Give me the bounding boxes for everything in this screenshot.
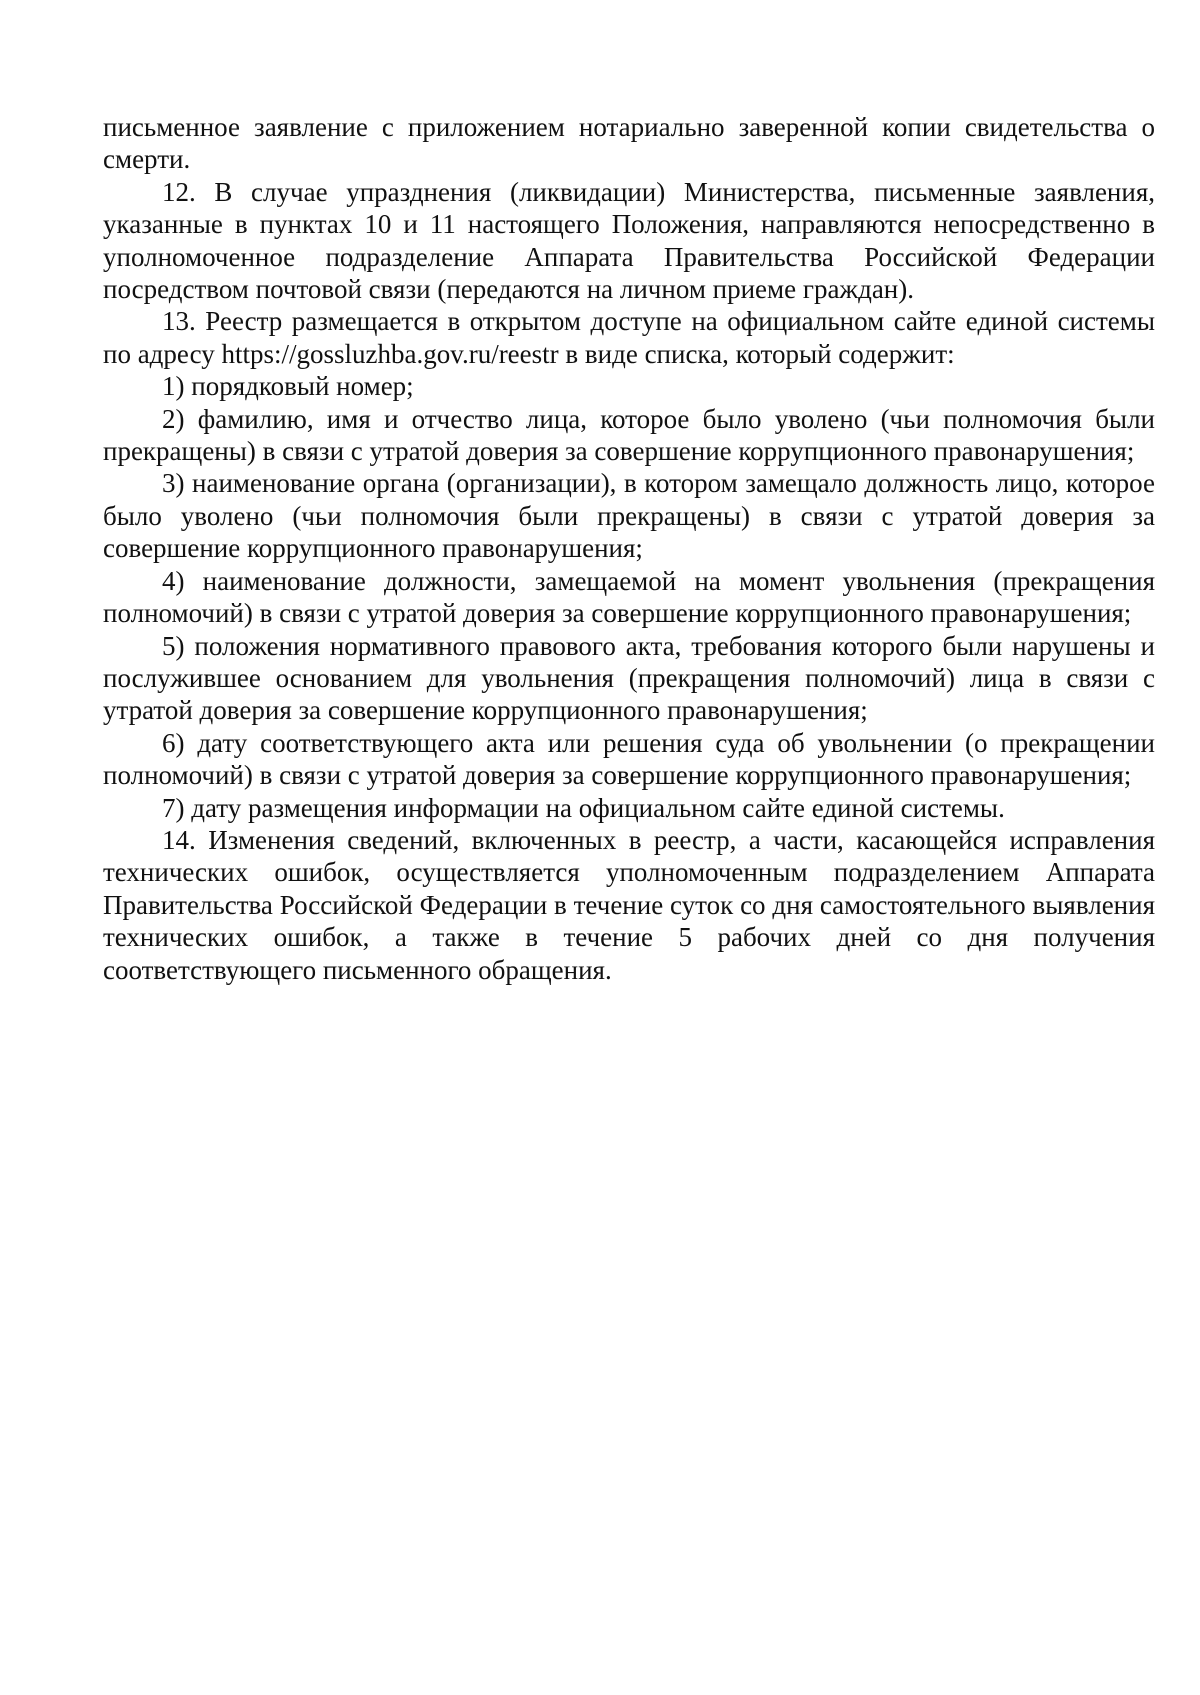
paragraph-14: 14. Изменения сведений, включенных в реестр, а части, касающейся исправления технических ошибок, осуществляется уполномоченным подразделением Аппарата Правительства Российской Федерации в течение суток со дня самостоятельного выявления технических ошибок, а также в течение 5 рабочих дней со дня получения соответствующего письменного обращения. — [103, 824, 1155, 985]
paragraph-12: 12. В случае упразднения (ликвидации) Министерства, письменные заявления, указанные в пунктах 10 и 11 настоящего Положения, направляются непосредственно в уполномоченное подразделение Аппарата Правительства Российской Федерации посредством почтовой связи (передаются на личном приеме граждан). — [103, 176, 1155, 305]
list-item-1: 1) порядковый номер; — [162, 371, 414, 402]
document-body — [103, 111, 1155, 986]
paragraph-continuation: письменное заявление с приложением нотариально заверенной копии свидетельства о смерти. — [103, 112, 1155, 175]
list-item-3: 3) наименование органа (организации), в котором замещало должность лицо, которое было уволено (чьи полномочия были прекращены) в связи с утратой доверия за совершение коррупционного правонарушения; — [103, 468, 1155, 564]
list-item-7: 7) дату размещения информации на официальном сайте единой системы. — [162, 792, 1005, 823]
list-item-5: 5) положения нормативного правового акта, требования которого были нарушены и послужившее основанием для увольнения (прекращения полномочий) лица в связи с утратой доверия за совершение коррупционного правонарушения; — [103, 630, 1155, 726]
paragraph-13: 13. Реестр размещается в открытом доступе на официальном сайте единой системы по адресу https://gossluzhba.gov.ru/reestr в виде списка, который содержит: — [103, 306, 1155, 369]
list-item-4: 4) наименование должности, замещаемой на момент увольнения (прекращения полномочий) в связи с утратой доверия за совершение коррупционного правонарушения; — [103, 565, 1155, 629]
list-item-6: 6) дату соответствующего акта или решения суда об увольнении (о прекращении полномочий) в связи с утратой доверия за совершение коррупционного правонарушения; — [103, 727, 1155, 791]
list-item-2: 2) фамилию, имя и отчество лица, которое было уволено (чьи полномочия были прекращены) в связи с утратой доверия за совершение коррупционного правонарушения; — [103, 403, 1155, 467]
